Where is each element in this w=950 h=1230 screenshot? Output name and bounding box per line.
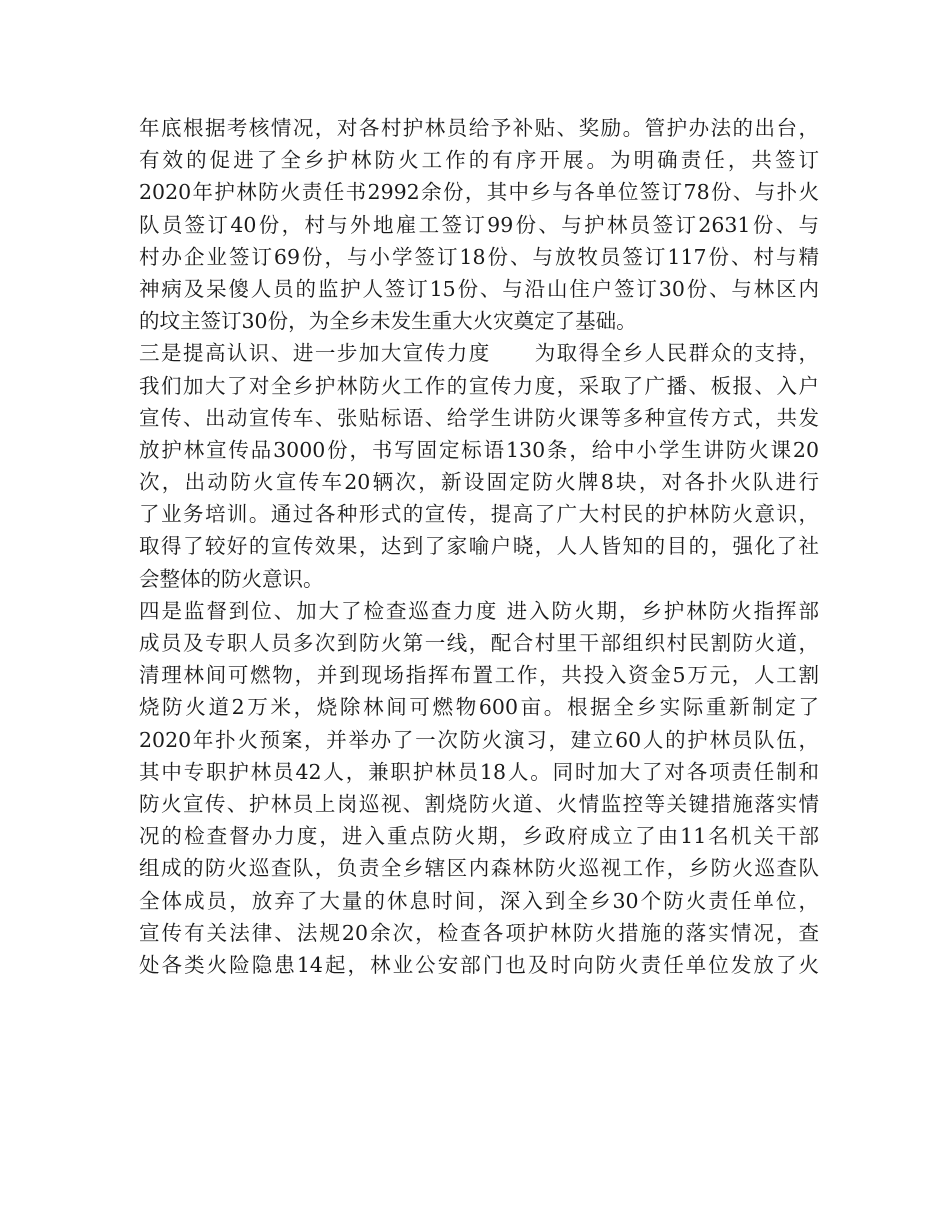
text-line: 防火宣传、护林员上岗巡视、割烧防火道、火情监控等关键措施落实情 bbox=[139, 791, 819, 816]
text-line: 四是监督到位、加大了检查巡查力度 进入防火期，乡护林防火指挥部 bbox=[139, 598, 819, 623]
text-line: 2020年护林防火责任书2992余份，其中乡与各单位签订78份、与扑火 bbox=[139, 180, 819, 205]
text-line: 取得了较好的宣传效果，达到了家喻户晓，人人皆知的目的，强化了社 bbox=[139, 534, 819, 559]
text-line: 次，出动防火宣传车20辆次，新设固定防火牌8块，对各扑火队进行 bbox=[139, 470, 819, 495]
text-line: 我们加大了对全乡护林防火工作的宣传力度，采取了广播、板报、入户 bbox=[139, 373, 819, 398]
text-line: 处各类火险隐患14起，林业公安部门也及时向防火责任单位发放了火 bbox=[139, 952, 819, 977]
text-line: 的坟主签订30份，为全乡未发生重大火灾奠定了基础。 bbox=[139, 309, 637, 334]
text-line: 有效的促进了全乡护林防火工作的有序开展。为明确责任，共签订 bbox=[139, 148, 819, 173]
text-line: 2020年扑火预案，并举办了一次防火演习，建立60人的护林员队伍， bbox=[139, 727, 819, 752]
text-line: 年底根据考核情况，对各村护林员给予补贴、奖励。管护办法的出台， bbox=[139, 116, 819, 140]
text-line: 组成的防火巡查队，负责全乡辖区内森林防火巡视工作，乡防火巡查队 bbox=[139, 856, 819, 881]
text-line: 宣传有关法律、法规20余次，检查各项护林防火措施的落实情况，查 bbox=[139, 920, 819, 945]
text-line: 三是提高认识、进一步加大宣传力度 为取得全乡人民群众的支持， bbox=[139, 341, 819, 366]
text-line: 队员签订40份，村与外地雇工签订99份、与护林员签订2631份、与 bbox=[139, 212, 819, 237]
text-line: 村办企业签订69份，与小学签订18份、与放牧员签订117份、村与精 bbox=[139, 244, 819, 269]
text-line: 宣传、出动宣传车、张贴标语、给学生讲防火课等多种宣传方式，共发 bbox=[139, 405, 819, 430]
text-line: 了业务培训。通过各种形式的宣传，提高了广大村民的护林防火意识， bbox=[139, 502, 819, 527]
text-line: 全体成员，放弃了大量的休息时间，深入到全乡30个防火责任单位， bbox=[139, 888, 819, 913]
text-line: 况的检查督办力度，进入重点防火期，乡政府成立了由11名机关干部 bbox=[139, 824, 819, 849]
text-line: 神病及呆傻人员的监护人签订15份、与沿山住户签订30份、与林区内 bbox=[139, 276, 819, 301]
text-line: 其中专职护林员42人，兼职护林员18人。同时加大了对各项责任制和 bbox=[139, 759, 819, 784]
text-line: 清理林间可燃物，并到现场指挥布置工作，共投入资金5万元，人工割 bbox=[139, 663, 819, 688]
text-line: 成员及专职人员多次到防火第一线，配合村里干部组织村民割防火道， bbox=[139, 631, 819, 655]
text-line: 会整体的防火意识。 bbox=[139, 566, 324, 591]
body-text bbox=[139, 112, 819, 981]
text-line: 放护林宣传品3000份，书写固定标语130条，给中小学生讲防火课20 bbox=[139, 437, 819, 462]
text-line: 烧防火道2万米，烧除林间可燃物600亩。根据全乡实际重新制定了 bbox=[139, 695, 819, 720]
